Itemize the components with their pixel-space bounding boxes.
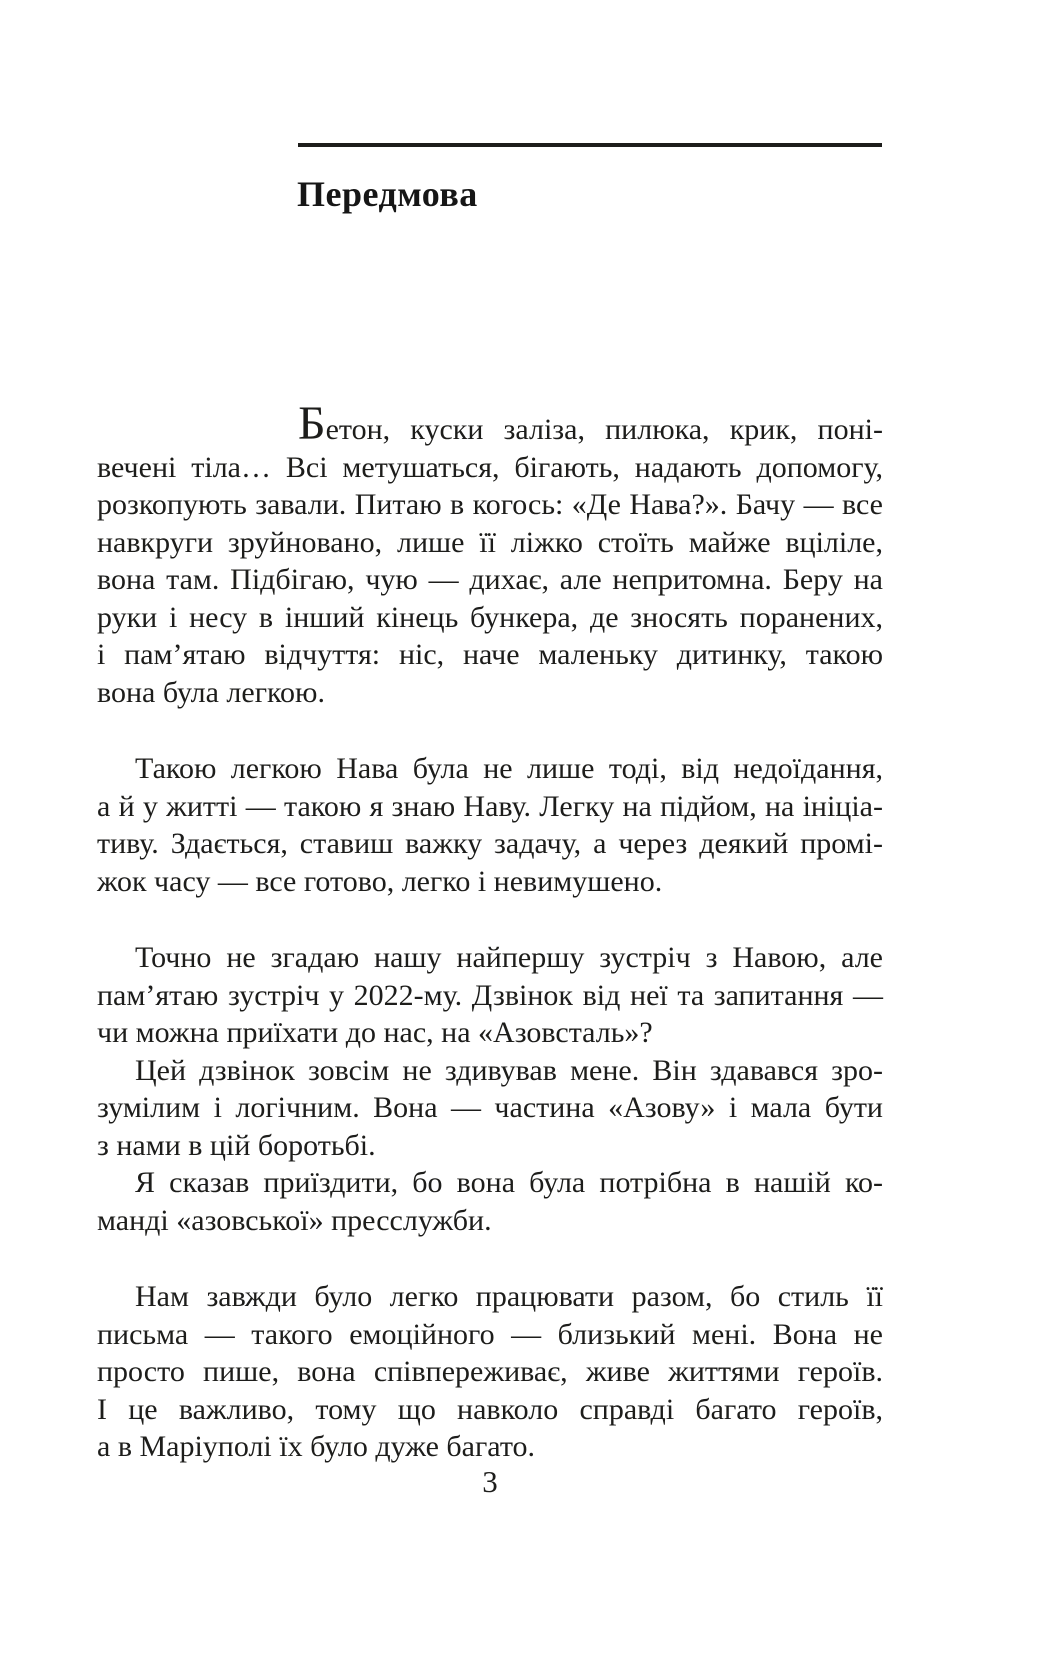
text-line: Бетон, куски заліза, пилюка, крик, поні- <box>298 397 883 450</box>
text-line: Я сказав приїздити, бо вона була потрібна в нашій ко- <box>135 1166 883 1199</box>
text-line: пам’ятаю зустріч у 2022-му. Дзвінок від неї та запитання — <box>97 978 883 1012</box>
opening-initial-letter: Б <box>298 397 326 450</box>
text-line: просто пише, вона співпереживає, живе життями героїв. <box>97 1355 883 1388</box>
text-line: Нам завжди було легко працювати разом, бо стиль її <box>135 1280 883 1313</box>
paragraph <box>97 1164 883 1239</box>
text-section <box>97 397 883 711</box>
text-line: з нами в цій боротьбі. <box>97 1128 376 1162</box>
text-section <box>97 939 883 1239</box>
paragraph <box>97 1052 883 1165</box>
text-line: вона була легкою. <box>97 675 325 709</box>
text-line: Такою легкою Нава була не лише тоді, від недоїдання, <box>135 752 883 785</box>
text-line: манді «азовської» пресслужби. <box>97 1203 492 1237</box>
page-number: 3 <box>482 1464 498 1499</box>
text-line: чи можна приїхати до нас, на «Азовсталь»? <box>97 1016 653 1049</box>
text-line: навкруги зруйновано, лише її ліжко стоїть майже вціліле, <box>97 525 883 559</box>
text-line: руки і несу в інший кінець бункера, де зносять поранених, <box>97 600 883 634</box>
chapter-rule <box>298 143 882 147</box>
text-section <box>97 1278 883 1466</box>
text-line: а в Маріуполі їх було дуже багато. <box>97 1430 536 1463</box>
text-line: а й у житті — такою я знаю Наву. Легку на підйом, на ініціа- <box>97 789 883 823</box>
text-section <box>97 750 883 900</box>
text-line: розкопують завали. Питаю в когось: «Де Нава?». Бачу — все <box>97 488 883 521</box>
body-text <box>97 397 883 1466</box>
text-line: зумілим і логічним. Вона — частина «Азову» і мала бути <box>97 1091 883 1124</box>
text-line: тиву. Здається, ставиш важку задачу, а через деякий промі- <box>97 827 883 860</box>
text-line: І це важливо, тому що навколо справді багато героїв, <box>97 1392 883 1426</box>
chapter-title: Передмова <box>297 174 478 214</box>
paragraph <box>97 750 883 900</box>
text-line: письма — такого емоційного — близький мені. Вона не <box>97 1317 883 1351</box>
paragraph <box>97 1278 883 1466</box>
text-line: Цей дзвінок зовсім не здивував мене. Він здавався зро- <box>135 1053 883 1087</box>
text-line: і пам’ятаю відчуття: ніс, наче маленьку дитинку, такою <box>97 638 883 671</box>
text-line: Точно не згадаю нашу найпершу зустріч з Навою, але <box>135 941 883 974</box>
text-line: жок часу — все готово, легко і невимушено. <box>97 864 663 898</box>
text-line: вечені тіла… Всі метушаться, бігають, надають допомогу, <box>97 450 883 484</box>
paragraph <box>97 939 883 1052</box>
paragraph <box>97 397 883 711</box>
text-line: вона там. Підбігаю, чую — дихає, але непритомна. Беру на <box>97 563 883 596</box>
